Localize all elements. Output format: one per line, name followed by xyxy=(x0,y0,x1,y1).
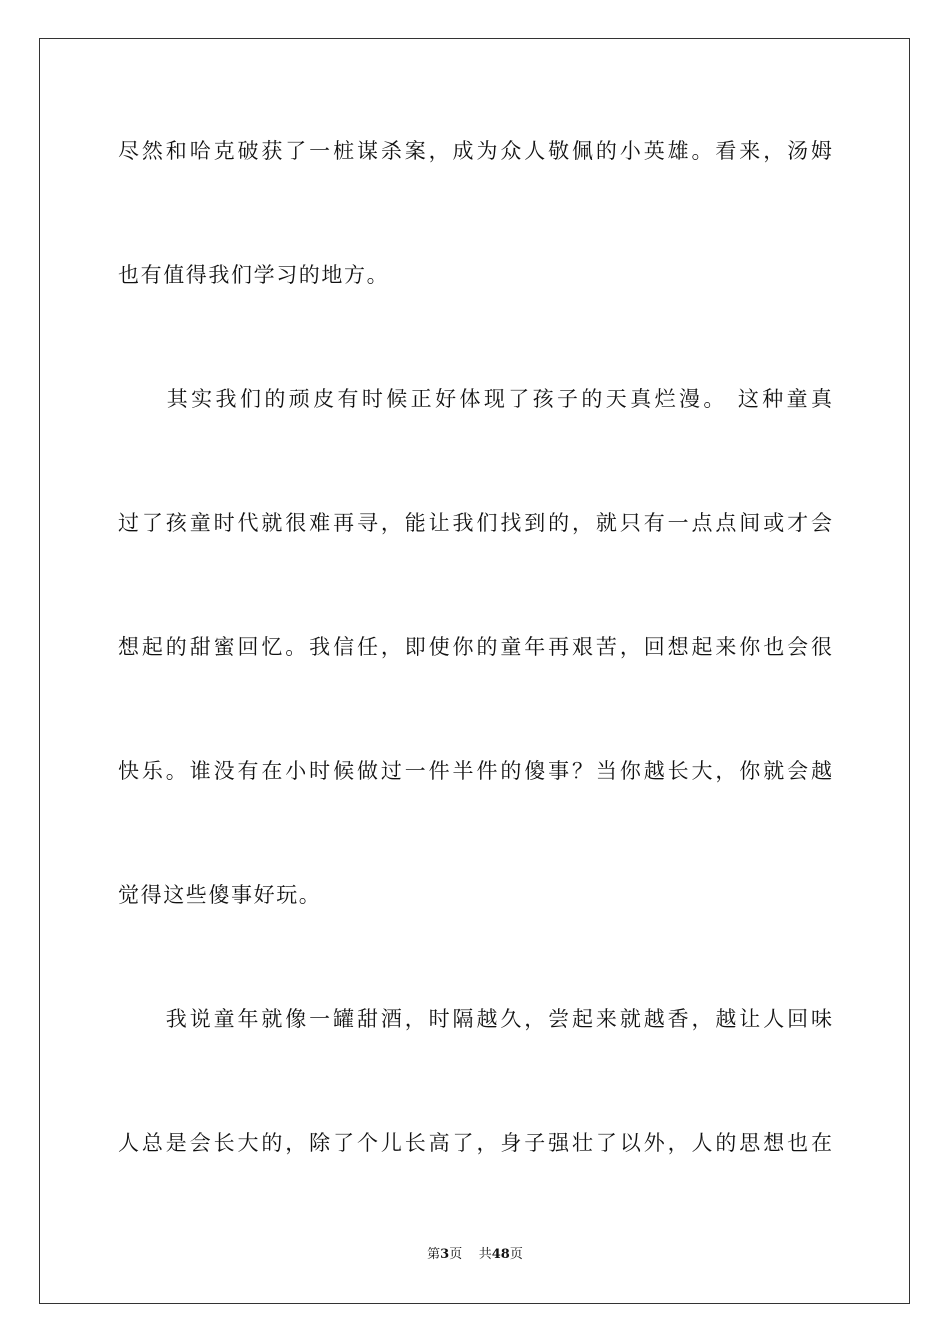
page-border xyxy=(39,38,910,1304)
text-line-4: 过了孩童时代就很难再寻，能让我们找到的，就只有一点点间或才会 xyxy=(118,511,832,535)
text-line-7: 觉得这些傻事好玩。 xyxy=(118,883,322,907)
text-line-1: 尽然和哈克破获了一桩谋杀案，成为众人敬佩的小英雄。看来，汤姆 xyxy=(118,139,832,163)
text-line-2: 也有值得我们学习的地方。 xyxy=(118,263,390,287)
page-footer xyxy=(0,1246,950,1264)
text-line-3: 其实我们的顽皮有时候正好体现了孩子的天真烂漫。 这种童真 xyxy=(118,387,832,411)
page-prefix: 第 xyxy=(427,1247,441,1262)
page-current: 3 xyxy=(440,1247,450,1262)
text-line-9: 人总是会长大的，除了个儿长高了，身子强壮了以外，人的思想也在 xyxy=(118,1131,832,1155)
page-total: 48 xyxy=(491,1247,510,1262)
text-line-5: 想起的甜蜜回忆。我信任，即使你的童年再艰苦，回想起来你也会很 xyxy=(118,635,832,659)
total-suffix: 页 xyxy=(509,1247,523,1262)
text-line-6: 快乐。谁没有在小时候做过一件半件的傻事？当你越长大，你就会越 xyxy=(118,759,832,783)
page-suffix: 页 xyxy=(449,1247,463,1262)
text-line-8: 我说童年就像一罐甜酒，时隔越久，尝起来就越香，越让人回味 xyxy=(118,1007,832,1031)
total-prefix: 共 xyxy=(478,1247,492,1262)
